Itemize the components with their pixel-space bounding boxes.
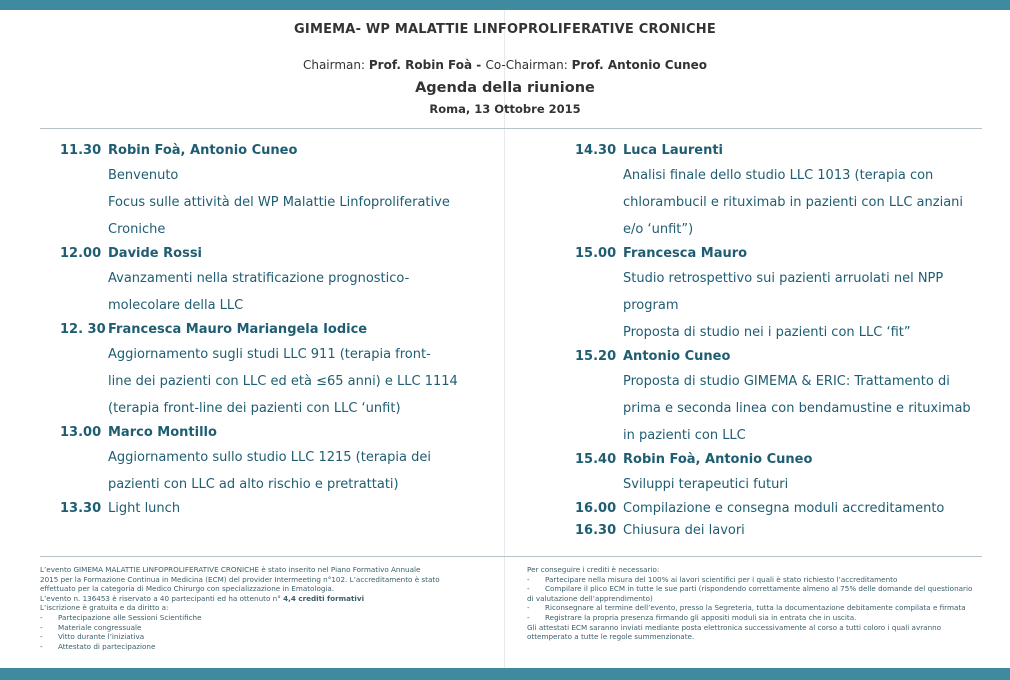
agenda-entry-header (60, 140, 490, 162)
footer-list-item: - Partecipazione alle Sessioni Scientifiche (40, 612, 202, 622)
agenda-description-line: Focus sulle attività del WP Malattie Linfoproliferative (108, 195, 450, 210)
agenda-left-column (60, 140, 490, 520)
footer-list-text: Compilare il plico ECM in tutte le sue parti (rispondendo correttamente almeno al 75% delle domande del questionario (545, 584, 973, 594)
agenda-description-line: molecolare della LLC (108, 298, 244, 313)
chair-name: Prof. Robin Foà (368, 58, 473, 72)
footer-text-line: L’iscrizione è gratuita e da diritto a: (40, 603, 169, 613)
agenda-speaker: Marco Montillo (108, 425, 217, 440)
meeting-date: Roma, 13 Ottobre 2015 (429, 102, 581, 116)
agenda-entry-header (575, 346, 985, 368)
agenda-description-line: Studio retrospettivo sui pazienti arruolati nel NPP (623, 271, 944, 286)
agenda-entry (575, 520, 985, 542)
footer-left (40, 565, 470, 651)
agenda-time: 15.20 (575, 349, 617, 364)
agenda-description-line: line dei pazienti con LLC ed età ≤65 anni) e LLC 1114 (108, 374, 458, 389)
agenda-entry (575, 498, 985, 520)
agenda-entry (60, 243, 490, 319)
bottom-border-band (0, 668, 1010, 680)
agenda-description-line: prima e seconda linea con bendamustine e rituximab (623, 401, 971, 416)
footer-text-line: effettuato per la categoria di Medico Chirurgo con specializzazione in Ematologia. (40, 584, 335, 594)
chair-line (0, 58, 1010, 72)
agenda-time: 16.00 (575, 501, 617, 516)
agenda-description-line: Benvenuto (108, 168, 179, 183)
footer-list-text: Partecipare nella misura del 100% ai lavori scientifici per i quali è stato richiesto l’accreditamento (545, 574, 898, 584)
top-divider (40, 128, 982, 129)
footer-list-text: Materiale congressuale (58, 622, 142, 632)
footer-list-item: - Attestato di partecipazione (40, 641, 156, 651)
agenda-speaker: Francesca Mauro (623, 246, 748, 261)
cochair-label: Co-Chairman: (485, 58, 568, 72)
agenda-entry (60, 319, 490, 422)
agenda-entry-header (60, 422, 490, 444)
agenda-description-line: Aggiornamento sullo studio LLC 1215 (terapia dei (108, 450, 431, 465)
agenda-time: 16.30 (575, 523, 617, 538)
agenda-speaker: Compilazione e consegna moduli accreditamento (623, 501, 945, 516)
document-title: GIMEMA- WP MALATTIE LINFOPROLIFERATIVE CRONICHE (294, 22, 716, 37)
agenda-entry (60, 498, 490, 520)
agenda-right-column (575, 140, 985, 542)
agenda-time: 15.00 (575, 246, 617, 261)
agenda-entry (60, 140, 490, 243)
footer-credits: 4,4 crediti formativi (283, 593, 365, 603)
footer-list-item: - Registrare la propria presenza firmando gli appositi moduli sia in entrata che in uscita. (527, 612, 857, 622)
agenda-speaker: Robin Foà, Antonio Cuneo (623, 452, 813, 467)
agenda-entry-header (575, 498, 985, 520)
footer-intro: Per conseguire i crediti è necessario: (527, 565, 660, 574)
footer-list-continuation: di valutazione dell’apprendimento) (527, 593, 653, 603)
agenda-description-line: Croniche (108, 222, 166, 237)
agenda-speaker: Francesca Mauro Mariangela Iodice (108, 322, 368, 337)
footer-event-text: L’evento n. 136453 è riservato a 40 partecipanti ed ha ottenuto n° (40, 593, 281, 603)
agenda-speaker: Chiusura dei lavori (623, 523, 745, 538)
agenda-entry-header (60, 319, 490, 341)
agenda-speaker: Luca Laurenti (623, 143, 724, 158)
footer-list-item: - Compilare il plico ECM in tutte le sue parti (rispondendo correttamente almeno al 75% delle domande del questionario (527, 584, 973, 594)
agenda-description-line: Proposta di studio GIMEMA & ERIC: Trattamento di (623, 374, 950, 389)
agenda-speaker: Antonio Cuneo (623, 349, 731, 364)
agenda-entry (575, 449, 985, 498)
agenda-entry-header (575, 520, 985, 542)
agenda-entry-header (575, 243, 985, 265)
agenda-description-line: program (623, 298, 679, 313)
agenda-time: 11.30 (60, 143, 102, 158)
agenda-entry (575, 346, 985, 449)
agenda-description-line: chlorambucil e rituximab in pazienti con LLC anziani (623, 195, 964, 210)
agenda-description-line: Sviluppi terapeutici futuri (623, 477, 789, 492)
agenda-description-line: e/o ‘unfit”) (623, 222, 694, 237)
agenda-description-line: in pazienti con LLC (623, 428, 746, 443)
agenda-description-line: Avanzamenti nella stratificazione prognostico- (108, 271, 410, 286)
agenda-subtitle: Agenda della riunione (415, 80, 595, 96)
agenda-speaker: Robin Foà, Antonio Cuneo (108, 143, 298, 158)
footer-list-item: - Vitto durante l’iniziativa (40, 632, 145, 642)
agenda-time: 13.00 (60, 425, 102, 440)
footer-right (527, 565, 987, 642)
agenda-description-line: Analisi finale dello studio LLC 1013 (terapia con (623, 168, 934, 183)
footer-text-line: L’evento GIMEMA MALATTIE LINFOPROLIFERATIVE CRONICHE è stato inserito nel Piano Formativo Annuale (40, 565, 421, 574)
footer-list-text: Registrare la propria presenza firmando gli appositi moduli sia in entrata che in uscita. (545, 612, 857, 622)
footer-list-item: - Riconsegnare al termine dell’evento, presso la Segreteria, tutta la documentazione debitamente compilata e firmata (527, 603, 966, 613)
footer-list-text: Riconsegnare al termine dell’evento, presso la Segreteria, tutta la documentazione debitamente compilata e firmata (545, 603, 966, 613)
agenda-entry-header (60, 498, 490, 520)
bottom-divider (40, 556, 982, 557)
chair-label: Chairman: (302, 58, 366, 72)
agenda-time: 13.30 (60, 501, 102, 516)
top-border-band (0, 0, 1010, 10)
cochair-name: Prof. Antonio Cuneo (571, 58, 708, 72)
agenda-time: 14.30 (575, 143, 617, 158)
footer-closing-line: Gli attestati ECM saranno inviati mediante posta elettronica successivamente al corso a tutti coloro i quali avranno (527, 622, 942, 632)
footer-text-line: 2015 per la Formazione Continua in Medicina (ECM) del provider Intermeeting n°102. L’accreditamento è stato (40, 574, 440, 584)
agenda-entry (60, 422, 490, 498)
footer-list-text: Attestato di partecipazione (58, 641, 156, 651)
footer-closing-line: ottemperato a tutte le regole summenzionate. (527, 632, 695, 642)
agenda-speaker: Davide Rossi (108, 246, 203, 261)
agenda-speaker: Light lunch (108, 501, 181, 516)
agenda-entry (575, 243, 985, 346)
agenda-entry (575, 140, 985, 243)
agenda-description-line: (terapia front-line dei pazienti con LLC ‘unfit) (108, 401, 401, 416)
agenda-description-line: Aggiornamento sugli studi LLC 911 (terapia front- (108, 347, 431, 362)
footer-list-text: Vitto durante l’iniziativa (58, 632, 145, 642)
chair-separator: - (472, 58, 486, 72)
footer-list-item: - Materiale congressuale (40, 622, 142, 632)
agenda-entry-header (575, 449, 985, 471)
footer-list-text: Partecipazione alle Sessioni Scientifiche (58, 612, 202, 622)
agenda-entry-header (60, 243, 490, 265)
agenda-time: 12. 30 (60, 322, 106, 337)
agenda-time: 15.40 (575, 452, 617, 467)
agenda-description-line: pazienti con LLC ad alto rischio e pretrattati) (108, 477, 399, 492)
agenda-time: 12.00 (60, 246, 102, 261)
footer-list-item: - Partecipare nella misura del 100% ai lavori scientifici per i quali è stato richiesto l’accreditamento (527, 574, 898, 584)
footer-text-line (40, 594, 470, 604)
agenda-description-line: Proposta di studio nei i pazienti con LLC ‘fit” (623, 325, 911, 340)
agenda-entry-header (575, 140, 985, 162)
